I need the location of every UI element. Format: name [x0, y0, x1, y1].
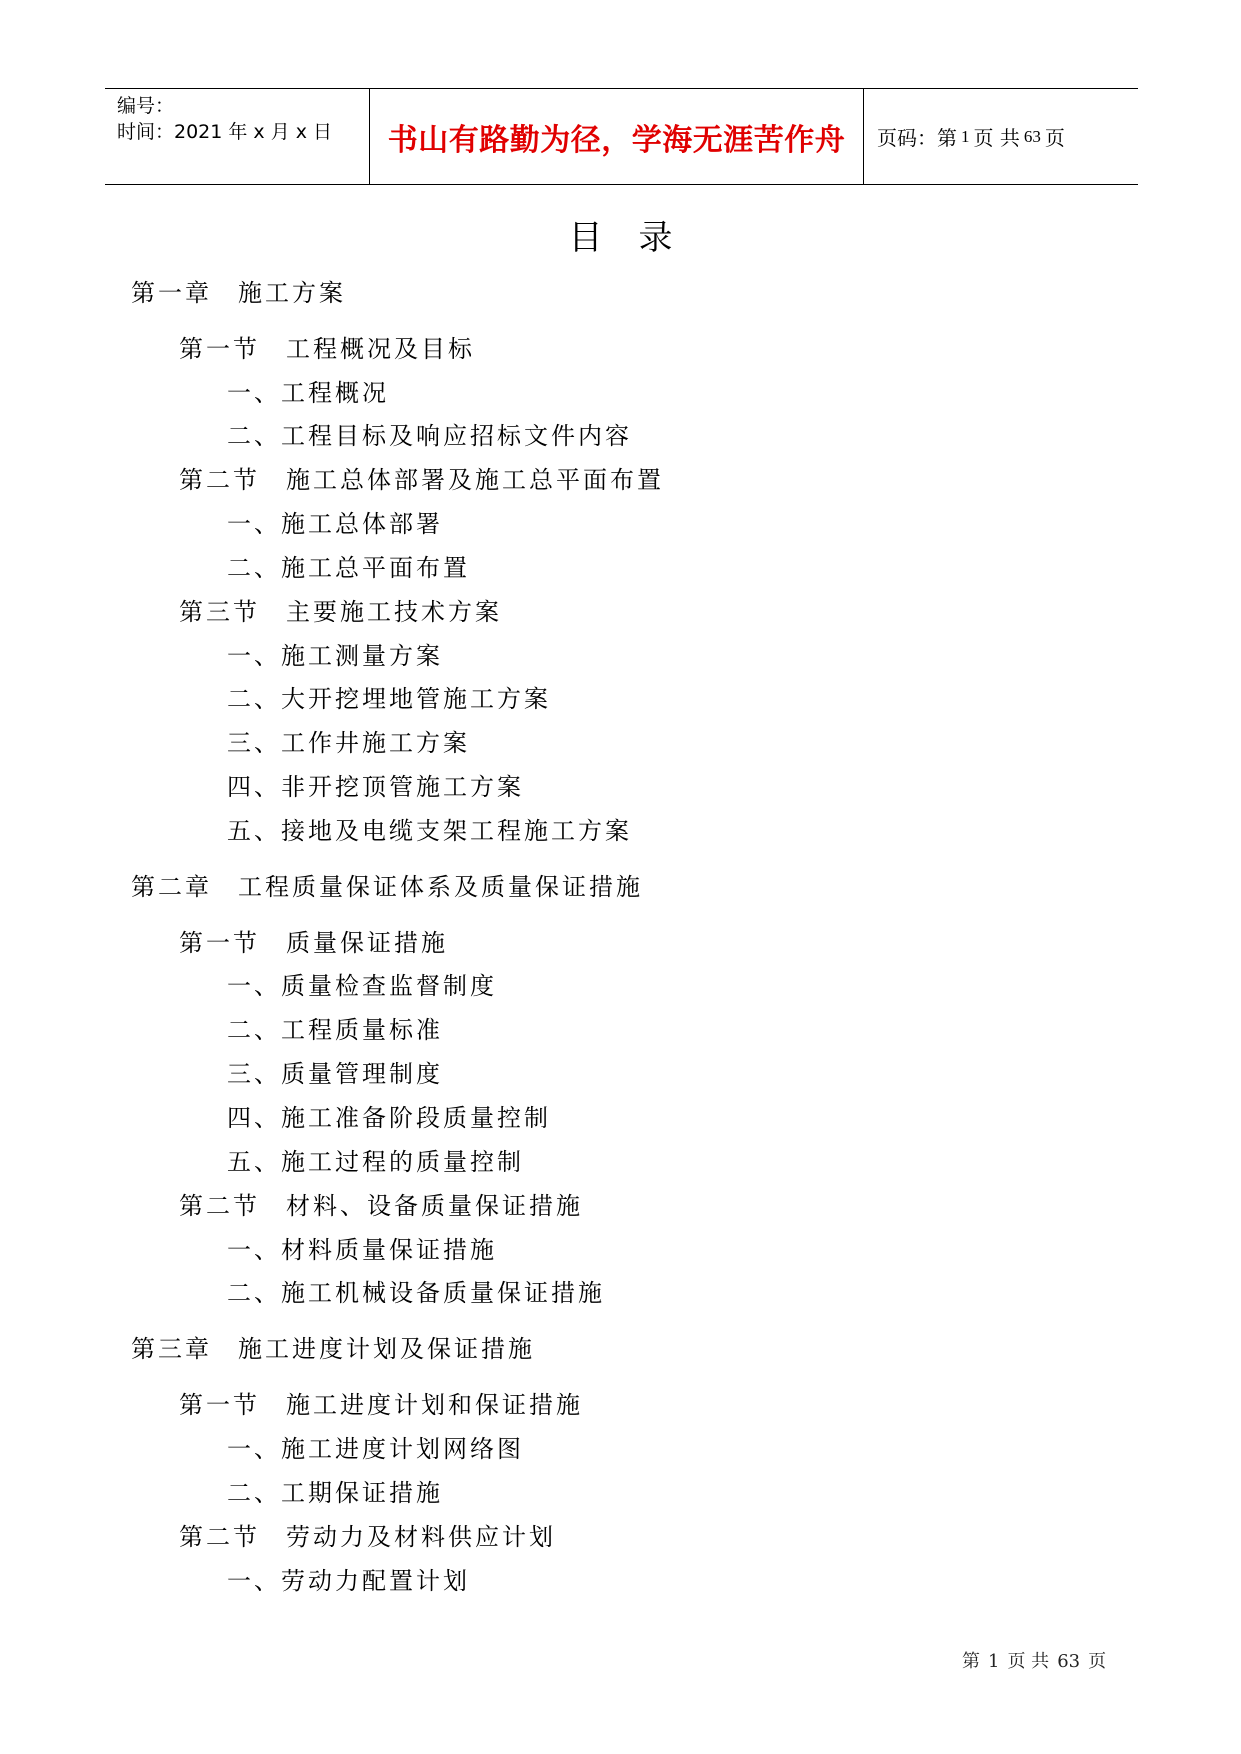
- toc-section-text: 施工进度计划和保证措施: [286, 1391, 583, 1419]
- footer-suffix: 页: [1088, 1651, 1107, 1672]
- toc-section-number: 第一节: [179, 335, 260, 363]
- document-time-label: 时间：2021 年 x 月 x 日: [117, 121, 333, 143]
- toc-item-text: 一、质量检查监督制度: [227, 972, 497, 1000]
- toc-item-entry: [227, 684, 551, 714]
- toc-item-text: 二、工程质量标准: [227, 1016, 443, 1044]
- toc-chapter-text: 施工进度计划及保证措施: [238, 1335, 535, 1363]
- toc-item-text: 二、施工总平面布置: [227, 554, 470, 582]
- document-header: [105, 88, 1138, 185]
- toc-section-number: 第三节: [179, 598, 260, 626]
- footer-total: 63: [1057, 1651, 1081, 1672]
- toc-item-entry: [227, 1566, 470, 1596]
- toc-title: 目录: [568, 218, 709, 258]
- page-footer: [962, 1647, 1114, 1673]
- toc-item-entry: [227, 378, 389, 408]
- toc-item-entry: [227, 509, 443, 539]
- toc-section-entry: [179, 597, 502, 627]
- toc-item-text: 一、劳动力配置计划: [227, 1567, 470, 1595]
- toc-item-text: 二、工期保证措施: [227, 1479, 443, 1507]
- toc-section-entry: [179, 1390, 583, 1420]
- toc-item-text: 三、工作井施工方案: [227, 729, 470, 757]
- toc-item-entry: [227, 1235, 497, 1265]
- toc-item-text: 二、工程目标及响应招标文件内容: [227, 422, 632, 450]
- page-prefix: 页码：第: [877, 126, 957, 150]
- toc-section-number: 第一节: [179, 929, 260, 957]
- footer-current: 1: [988, 1651, 1000, 1672]
- toc-item-text: 四、施工准备阶段质量控制: [227, 1104, 551, 1132]
- header-motto: 书山有路勤为径，学海无涯苦作舟: [387, 122, 846, 158]
- toc-section-number: 第二节: [179, 1192, 260, 1220]
- toc-section-text: 质量保证措施: [286, 929, 448, 957]
- toc-item-text: 一、材料质量保证措施: [227, 1236, 497, 1264]
- header-page-cell: [865, 89, 1138, 184]
- toc-chapter-text: 施工方案: [238, 279, 346, 307]
- toc-item-entry: [227, 728, 470, 758]
- toc-section-text: 劳动力及材料供应计划: [286, 1523, 556, 1551]
- toc-section-entry: [179, 1191, 583, 1221]
- toc-item-text: 四、非开挖顶管施工方案: [227, 773, 524, 801]
- toc-item-text: 一、施工测量方案: [227, 642, 443, 670]
- toc-item-entry: [227, 1478, 443, 1508]
- toc-section-entry: [179, 334, 475, 364]
- toc-item-entry: [227, 1103, 551, 1133]
- toc-chapter-entry: [131, 1334, 535, 1364]
- toc-chapter-number: 第二章: [131, 873, 212, 901]
- footer-prefix: 第: [962, 1651, 980, 1672]
- page-current: 1: [961, 126, 970, 146]
- toc-section-number: 第一节: [179, 1391, 260, 1419]
- toc-chapter-entry: [131, 278, 346, 308]
- toc-item-entry: [227, 1015, 443, 1045]
- header-motto-cell: [370, 89, 864, 184]
- toc-item-text: 二、大开挖埋地管施工方案: [227, 685, 551, 713]
- toc-item-entry: [227, 641, 443, 671]
- document-number-label: 编号：: [117, 95, 175, 117]
- toc-item-entry: [227, 421, 632, 451]
- toc-section-text: 主要施工技术方案: [286, 598, 502, 626]
- toc-item-entry: [227, 1059, 443, 1089]
- toc-item-text: 五、施工过程的质量控制: [227, 1148, 524, 1176]
- toc-section-text: 材料、设备质量保证措施: [286, 1192, 583, 1220]
- toc-section-entry: [179, 928, 448, 958]
- toc-section-entry: [179, 465, 664, 495]
- toc-item-text: 一、施工进度计划网络图: [227, 1435, 524, 1463]
- toc-section-text: 施工总体部署及施工总平面布置: [286, 466, 664, 494]
- page-middle: 页 共: [973, 126, 1020, 150]
- toc-item-entry: [227, 772, 524, 802]
- toc-item-text: 五、接地及电缆支架工程施工方案: [227, 817, 632, 845]
- toc-item-text: 三、质量管理制度: [227, 1060, 443, 1088]
- toc-item-entry: [227, 1434, 524, 1464]
- toc-item-entry: [227, 1147, 524, 1177]
- footer-middle: 页 共: [1007, 1651, 1050, 1672]
- page-total: 63: [1023, 126, 1041, 146]
- toc-item-entry: [227, 553, 470, 583]
- toc-item-text: 二、施工机械设备质量保证措施: [227, 1279, 605, 1307]
- toc-item-entry: [227, 1278, 605, 1308]
- header-page-indicator: [877, 89, 1065, 184]
- toc-section-entry: [179, 1522, 556, 1552]
- toc-section-number: 第二节: [179, 1523, 260, 1551]
- toc-item-entry: [227, 816, 632, 846]
- toc-chapter-number: 第三章: [131, 1335, 212, 1363]
- toc-item-entry: [227, 971, 497, 1001]
- header-meta-cell: [105, 89, 370, 184]
- toc-section-text: 工程概况及目标: [286, 335, 475, 363]
- toc-chapter-entry: [131, 872, 643, 902]
- toc-item-text: 一、工程概况: [227, 379, 389, 407]
- toc-chapter-text: 工程质量保证体系及质量保证措施: [238, 873, 643, 901]
- toc-chapter-number: 第一章: [131, 279, 212, 307]
- toc-section-number: 第二节: [179, 466, 260, 494]
- toc-item-text: 一、施工总体部署: [227, 510, 443, 538]
- page-suffix: 页: [1044, 126, 1065, 150]
